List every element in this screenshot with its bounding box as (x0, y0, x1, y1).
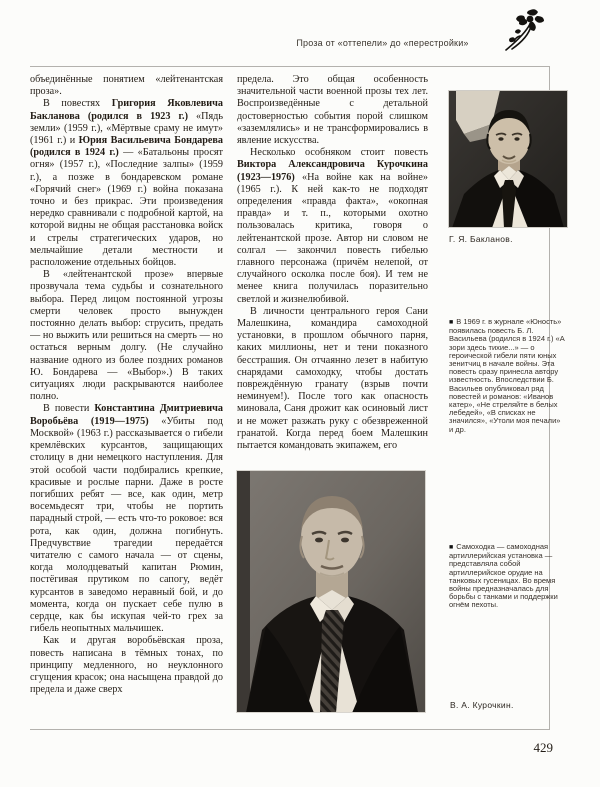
paragraph: Как и другая воробьёвская проза, повесть написана в тёмных тонах, по принципу медленного, но неуклонного сгущения красок; она насыщена правдой до предела и даже сверх (30, 635, 223, 696)
note-bullet-icon: ■ (449, 319, 454, 326)
paragraph: В «лейтенантской прозе» впервые прозвучала тема судьбы и сознательного выбора. Перед лицом постоянной угрозы смерти человек просто вынужден постоянно делать выбор: струсить, предать — но выжить или решиться на смерть — но остаться верным долгу. (Не случайно название одного из более поздних романов Ю. Бондарева — «Выбор».) В таких ситуациях люди раскрываются наиболее полно. (30, 269, 223, 403)
margin-note-vasilyev (449, 318, 565, 434)
text-column-left (30, 74, 223, 727)
paragraph: В повестях Григория Яковлевича Бакланова (родился в 1923 г.) «Пядь земли» (1959 г.), «Мёртвые сраму не имут» (1961 г.) и Юрия Васильевича Бондарева (родился в 1924 г.) — «Батальоны просят огня» (1957 г.), «Последние залпы» (1959 г.), а позже в бондаревском романе «Горячий снег» (1969 г.) война показана точно и без прикрас. Эти произведения нередко сравнивали с подробной картой, на которой видны не общая расстановка войск и стрелы стратегических ударов, но мельчайшие детали местности и расположение отдельных бойцов. (30, 98, 223, 269)
kurochkin-photo (236, 470, 426, 713)
running-head-title: Проза от «оттепели» до «перестройки» (296, 38, 469, 48)
baklanov-photo-caption: Г. Я. Бакланов. (449, 234, 513, 244)
flower-ornament-icon (500, 8, 548, 54)
note-bullet-icon: ■ (449, 544, 454, 551)
paragraph: объединённые понятием «лейтенантская проза». (30, 74, 223, 98)
paragraph: В личности центрального героя Сани Малешкина, командира самоходной установки, в прошлом обычного парня, каких миллионы, нет и тени показного бесстрашия. Он отчаянно лезет в набитую снарядами самоходку, чтобы достать повреждённую гранату (взрыв почти неминуем!). После того как опасность миновала, Саня дрожит как осиновый лист и не может разжать руку с обезвреженной гранатой. Когда перед боем Малешкин пытается командовать экипажем, его (237, 305, 428, 452)
margin-note-text: В 1969 г. в журнале «Юность» появилась повесть Б. Л. Васильева (родился в 1924 г.) «А зори здесь тихие...» — о героической гибели пяти юных зенитчиц в начале войны. Эта повесть сразу принесла автору известность. Впоследствии Б. Васильев опубликовал ряд повестей и романов: «Иванов катер», «Не стреляйте в белых лебедей», «В списках не значился», «Утоли моя печали» и др. (449, 317, 565, 434)
baklanov-photo (448, 90, 568, 228)
kurochkin-photo-caption: В. А. Курочкин. (450, 700, 514, 710)
paragraph: предела. Это общая особенность значительной части военной прозы тех лет. Воспроизведённые с детальной достоверностью события порой слишком «заземлялись» и не трансформировались в явление искусства. (237, 74, 428, 147)
paragraph: Несколько особняком стоит повесть Виктора Александровича Курочкина (1923—1976) «На войне как на войне» (1965 г.). К ней как-то не подходят определения «правда факта», «окопная правда» и т. п., которыми охотно пользовалась критика, говоря о лейтенантской прозе. Автор ни словом не солгал — закончил повесть гибелью главного персонажа (причём нелепой, от случайного осколка после боя). И тем не менее книга получилась поразительно светлой и жизнелюбивой. (237, 147, 428, 305)
page-number: 429 (533, 740, 553, 755)
margin-note-text: Самоходка — самоходная артиллерийская установка — представляла собой артиллерийское орудие на танковых гусеницах. Во время войны предназначалась для борьбы с танками и поддержки огнём пехоты. (449, 542, 558, 610)
margin-note-samokhodka (449, 543, 565, 610)
paragraph: В повести Константина Дмитриевича Воробьёва (1919—1975) «Убиты под Москвой» (1963 г.) рассказывается о гибели кремлёвских курсантов, защищающих столицу в дни немецкого наступления. Для этой особой части подбирались крепкие, красивые и рослые парни. Даже в росте погибших ребят — все, как один, метр восемьдесят три, чтобы не портить парадный строй, — есть что-то роковое: вся рота, как один, должна погибнуть. Предчувствие трагедии передаётся читателю с самого начала — от сцены, когда молодцеватый капитан Рюмин, постёгивая прутиком по сапогу, ведёт курсантов в заведомо неравный бой, и до момента, когда он пускает себе пулю в сердце, как бы искупая чей-то грех за гибель неопытных мальчишек. (30, 403, 223, 635)
